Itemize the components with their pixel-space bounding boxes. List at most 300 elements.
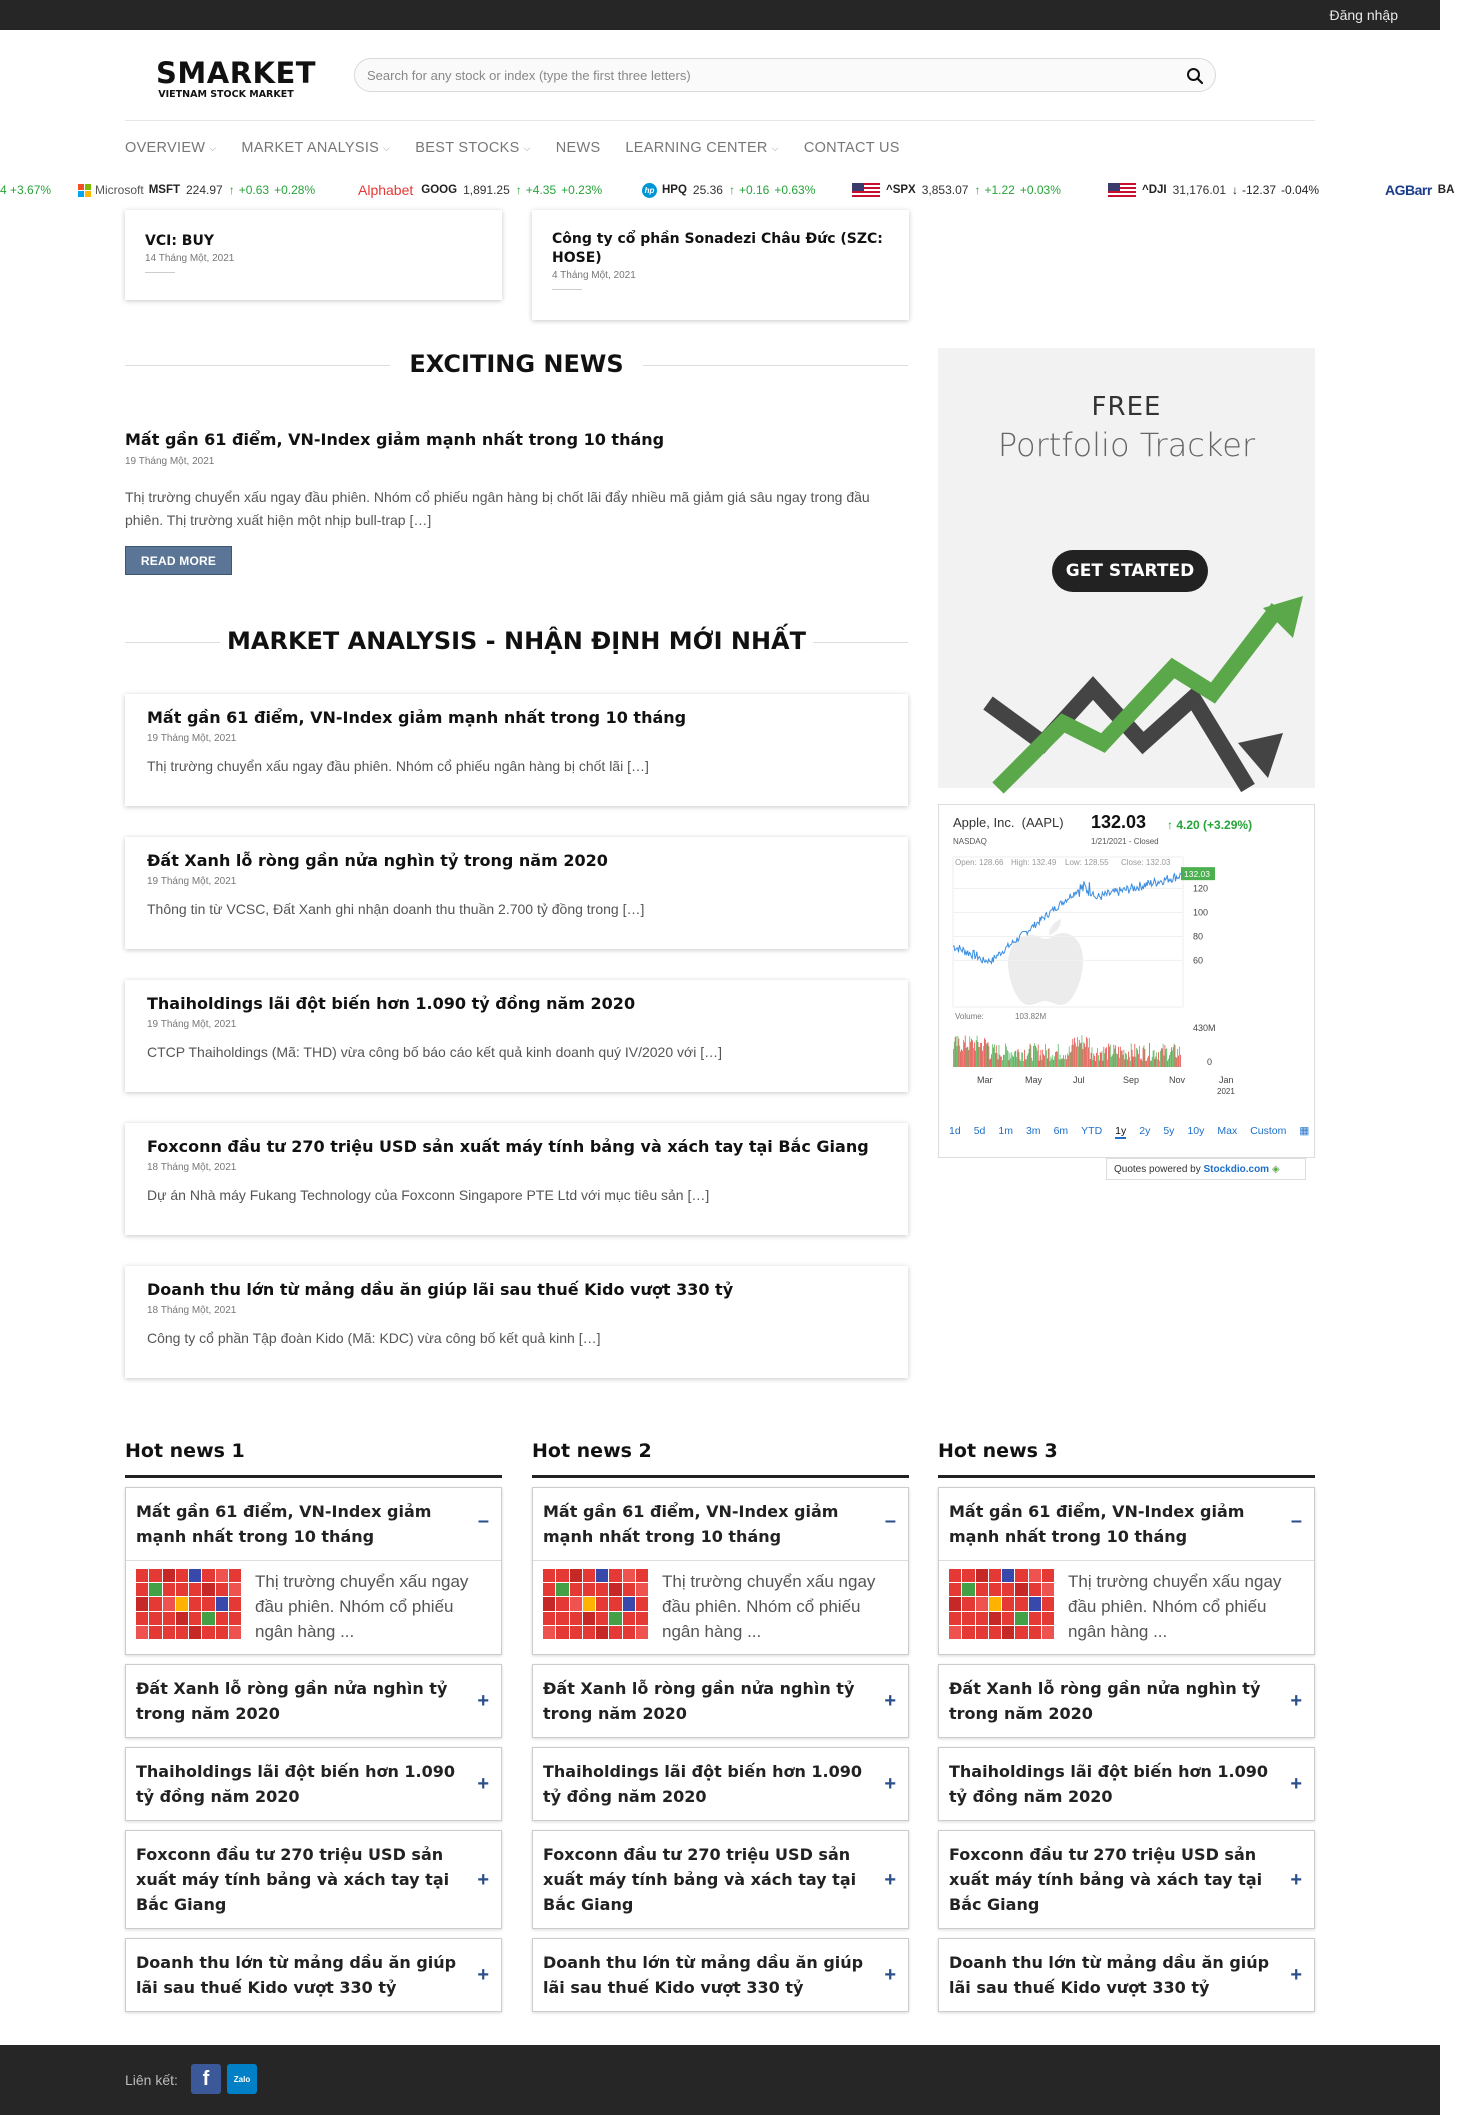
volume-bar xyxy=(1012,1055,1013,1067)
volume-bar xyxy=(999,1045,1000,1067)
volume-bar xyxy=(1168,1059,1169,1067)
accordion-item[interactable] xyxy=(938,1487,1315,1655)
volume-bar xyxy=(1137,1050,1138,1067)
analysis-title[interactable]: Thaiholdings lãi đột biến hơn 1.090 tỷ đồng năm 2020 xyxy=(147,994,636,1013)
range-custom[interactable]: Custom xyxy=(1250,1125,1287,1137)
volume-bar xyxy=(1054,1056,1055,1067)
footer-links-label: Liên kết: xyxy=(125,2072,178,2088)
volume-bar xyxy=(1158,1052,1159,1067)
ticker-change: -12.37 xyxy=(1242,183,1277,197)
volume-bar xyxy=(1092,1047,1093,1067)
volume-bar xyxy=(969,1036,970,1067)
volume-bar xyxy=(1134,1057,1135,1067)
volume-bar xyxy=(1060,1055,1061,1067)
up-arrow-icon: ↑ xyxy=(228,183,235,197)
volume-bar xyxy=(1108,1044,1109,1067)
x-tick-label: Mar xyxy=(977,1075,993,1085)
analysis-card[interactable] xyxy=(125,694,908,806)
accordion-title[interactable]: Doanh thu lớn từ mảng dầu ăn giúp lãi sau thuế Kido vượt 330 tỷ xyxy=(136,1953,457,1997)
volume-bar xyxy=(975,1051,976,1067)
range-1d[interactable]: 1d xyxy=(949,1125,961,1137)
market-heatmap-thumbnail[interactable] xyxy=(136,1569,241,1639)
ticker-symbol: MSFT xyxy=(148,184,180,196)
volume-bar xyxy=(1079,1040,1080,1067)
accordion-title[interactable]: Đất Xanh lỗ ròng gần nửa nghìn tỷ trong năm 2020 xyxy=(136,1679,448,1723)
market-analysis-heading: MARKET ANALYSIS - NHẬN ĐỊNH MỚI NHẤT xyxy=(227,627,806,655)
volume-bar xyxy=(1150,1061,1151,1067)
ticker-change-pct: +0.03% xyxy=(1019,183,1061,197)
accordion-title[interactable]: Doanh thu lớn từ mảng dầu ăn giúp lãi sau thuế Kido vượt 330 tỷ xyxy=(543,1953,864,1997)
ticker-price: 224.97 xyxy=(186,183,223,197)
card-date: 14 Tháng Một, 2021 xyxy=(145,253,235,264)
exciting-news-heading: EXCITING NEWS xyxy=(409,350,624,378)
volume-bar xyxy=(1180,1055,1181,1067)
stock-price: 132.03 xyxy=(1091,812,1147,832)
nav-label: NEWS xyxy=(555,140,601,156)
volume-bar xyxy=(994,1044,995,1067)
volume-bar xyxy=(1001,1057,1002,1067)
volume-bar xyxy=(1155,1056,1156,1067)
down-arrow-icon: ↓ xyxy=(1232,183,1239,197)
accordion-item[interactable] xyxy=(938,1747,1315,1821)
ticker-item-dji[interactable] xyxy=(1108,182,1324,198)
hp-logo-icon: hp xyxy=(642,183,657,198)
up-arrow-icon: ↑ xyxy=(1167,818,1173,832)
volume-bar xyxy=(997,1053,998,1067)
ticker-change-pct: +0.28% xyxy=(274,183,316,197)
accordion-title[interactable]: Đất Xanh lỗ ròng gần nửa nghìn tỷ trong năm 2020 xyxy=(543,1679,855,1723)
x-year-label: 2021 xyxy=(1217,1087,1235,1096)
ohlc-high: High: 132.49 xyxy=(1011,858,1057,867)
volume-bar xyxy=(1101,1053,1102,1067)
accordion-item[interactable] xyxy=(938,1938,1315,2012)
nav-label: LEARNING CENTER xyxy=(625,140,768,156)
volume-bar xyxy=(1051,1057,1052,1067)
analysis-title[interactable]: Mất gần 61 điểm, VN-Index giảm mạnh nhất trong 10 tháng xyxy=(147,708,687,727)
expand-icon[interactable]: + xyxy=(477,1964,489,1986)
volume-bar xyxy=(1132,1050,1133,1067)
nav-item-news[interactable] xyxy=(556,138,601,158)
x-tick-label: Jan xyxy=(1219,1075,1234,1085)
exciting-news-title[interactable]: Mất gần 61 điểm, VN-Index giảm mạnh nhất trong 10 tháng xyxy=(125,430,665,449)
alphabet-logo: Alphabet xyxy=(358,182,414,198)
apple-logo-watermark xyxy=(1008,919,1083,1005)
volume-bar xyxy=(1161,1048,1162,1067)
up-arrow-icon: ↑ xyxy=(974,183,981,197)
logo-name: SMARKET xyxy=(156,56,317,90)
ticker-symbol: GOOG xyxy=(421,184,458,196)
nav-label: CONTACT US xyxy=(803,140,900,156)
volume-bar xyxy=(1068,1055,1069,1067)
search-input[interactable] xyxy=(367,59,1167,91)
accordion-title[interactable]: Mất gần 61 điểm, VN-Index giảm mạnh nhất trong 10 tháng xyxy=(136,1502,432,1546)
logo-tagline: VIETNAM STOCK MARKET xyxy=(158,89,294,100)
volume-bar xyxy=(1148,1056,1149,1067)
volume-bar xyxy=(1076,1047,1077,1068)
site-logo[interactable] xyxy=(156,56,317,100)
range-1y[interactable]: 1y xyxy=(1115,1125,1127,1137)
login-link[interactable]: Đăng nhập xyxy=(1329,7,1398,23)
range-5y[interactable]: 5y xyxy=(1163,1125,1175,1137)
range-5d[interactable]: 5d xyxy=(973,1125,986,1137)
expand-icon[interactable]: + xyxy=(884,1773,896,1795)
expand-icon[interactable]: + xyxy=(1290,1773,1302,1795)
portfolio-tracker-ad[interactable] xyxy=(938,348,1315,788)
volume-bar xyxy=(1032,1061,1033,1067)
expand-icon[interactable]: + xyxy=(1290,1868,1302,1891)
volume-bar xyxy=(1172,1051,1173,1068)
volume-bar xyxy=(1030,1044,1031,1067)
volume-bar xyxy=(1103,1047,1104,1067)
nav-item-overview[interactable] xyxy=(125,138,216,158)
volume-bar xyxy=(1014,1052,1015,1067)
facebook-icon[interactable]: f xyxy=(191,2064,221,2094)
volume-bar xyxy=(962,1051,963,1067)
analysis-excerpt: Công ty cổ phần Tập đoàn Kido (Mã: KDC) vừa công bố kết quả kinh […] xyxy=(147,1330,601,1346)
volume-bar xyxy=(1171,1047,1172,1067)
ticker-change: +4.35 xyxy=(525,183,557,197)
volume-bar xyxy=(956,1036,957,1067)
volume-bar xyxy=(980,1043,981,1067)
accordion-body xyxy=(939,1560,1314,1654)
collapse-icon[interactable]: – xyxy=(884,1510,896,1532)
volume-bar xyxy=(1096,1053,1097,1067)
volume-bar xyxy=(1126,1054,1127,1067)
accordion-title[interactable]: Doanh thu lớn từ mảng dầu ăn giúp lãi sau thuế Kido vượt 330 tỷ xyxy=(949,1953,1270,1997)
volume-bar xyxy=(1179,1047,1180,1067)
volume-bar xyxy=(1153,1051,1154,1067)
accordion-excerpt: Thị trường chuyển xấu ngay đầu phiên. Nhóm cổ phiếu ngân hàng ... xyxy=(255,1572,469,1641)
volume-bar xyxy=(989,1046,990,1067)
accordion-item[interactable] xyxy=(938,1664,1315,1738)
volume-bar xyxy=(1104,1053,1105,1067)
volume-bar xyxy=(982,1051,983,1067)
volume-bar xyxy=(1154,1050,1155,1067)
volume-bar xyxy=(1142,1061,1143,1067)
volume-bar xyxy=(1074,1038,1075,1067)
volume-bar xyxy=(1173,1047,1174,1067)
volume-bar xyxy=(1022,1053,1023,1067)
volume-bar xyxy=(1081,1043,1082,1067)
chevron-down-icon: ⌵ xyxy=(209,142,217,153)
volume-bar xyxy=(1155,1059,1156,1067)
volume-bar xyxy=(1125,1053,1126,1067)
accordion-title[interactable]: Foxconn đầu tư 270 triệu USD sản xuất máy tính bảng và xách tay tại Bắc Giang xyxy=(949,1845,1263,1914)
volume-bar xyxy=(1100,1052,1101,1067)
stock-name: Apple, Inc. (AAPL) xyxy=(953,815,1064,830)
calendar-icon[interactable]: ▦ xyxy=(1299,1125,1310,1137)
volume-bar xyxy=(1145,1049,1146,1067)
volume-bar xyxy=(961,1049,962,1067)
card-date: 4 Tháng Một, 2021 xyxy=(552,270,636,281)
volume-bar xyxy=(1053,1060,1054,1067)
volume-bar xyxy=(1029,1049,1030,1067)
volume-bar xyxy=(1083,1042,1084,1067)
accordion-item[interactable] xyxy=(532,1830,909,1929)
up-arrow-icon: ↑ xyxy=(728,183,735,197)
accordion-title[interactable]: Mất gần 61 điểm, VN-Index giảm mạnh nhất trong 10 tháng xyxy=(543,1502,839,1546)
nav-item-market-analysis[interactable] xyxy=(241,138,390,158)
ticker-item-goog[interactable] xyxy=(358,182,607,198)
volume-bar xyxy=(1040,1055,1041,1067)
volume-bar xyxy=(1056,1051,1057,1067)
read-more-button[interactable]: READ MORE xyxy=(125,546,232,575)
volume-bar xyxy=(1035,1046,1036,1067)
volume-bar xyxy=(1176,1057,1177,1067)
stock-as-of: 1/21/2021 - Closed xyxy=(1091,837,1159,846)
expand-icon[interactable]: + xyxy=(477,1773,489,1795)
expand-icon[interactable]: + xyxy=(477,1690,489,1712)
volume-bar xyxy=(1090,1059,1091,1067)
volume-max-label: 430M xyxy=(1193,1023,1216,1033)
volume-bar xyxy=(1038,1045,1039,1067)
expand-icon[interactable]: + xyxy=(884,1964,896,1986)
volume-bar xyxy=(1088,1047,1089,1067)
volume-bar xyxy=(976,1040,977,1067)
volume-bar xyxy=(1164,1056,1165,1068)
ticker-item-ba[interactable] xyxy=(1385,182,1460,198)
accordion-title[interactable]: Thaiholdings lãi đột biến hơn 1.090 tỷ đồng năm 2020 xyxy=(136,1762,456,1806)
volume-bar xyxy=(1073,1045,1074,1067)
card-title: VCI: BUY xyxy=(145,233,214,249)
volume-bar xyxy=(1120,1047,1121,1067)
accordion-item[interactable] xyxy=(125,1747,502,1821)
volume-bar xyxy=(1004,1055,1005,1067)
analysis-card[interactable] xyxy=(125,837,908,949)
volume-bar xyxy=(986,1044,987,1068)
volume-bar xyxy=(1139,1046,1140,1067)
expand-icon[interactable]: + xyxy=(884,1690,896,1712)
volume-bar xyxy=(1115,1045,1116,1067)
volume-bar xyxy=(964,1042,965,1067)
collapse-icon[interactable]: – xyxy=(1290,1510,1302,1532)
range-6m[interactable]: 6m xyxy=(1053,1125,1069,1137)
range-1m[interactable]: 1m xyxy=(998,1125,1013,1137)
volume-bar xyxy=(1058,1044,1059,1067)
nav-item-learning-center[interactable] xyxy=(625,138,778,158)
ticker-symbol: ^SPX xyxy=(886,184,916,196)
ticker-price: 25.36 xyxy=(692,183,723,197)
agbarr-logo: AGBarr xyxy=(1385,182,1432,198)
chevron-down-icon: ⌵ xyxy=(771,142,779,153)
volume-bar xyxy=(998,1059,999,1067)
range-3m[interactable]: 3m xyxy=(1025,1125,1041,1137)
stockdio-icon: ◈ xyxy=(1271,1164,1280,1175)
volume-bar xyxy=(1134,1044,1135,1067)
volume-bar xyxy=(1078,1046,1079,1067)
analysis-card[interactable] xyxy=(125,1266,908,1378)
ticker-symbol: BA xyxy=(1437,184,1455,196)
accordion-title[interactable]: Mất gần 61 điểm, VN-Index giảm mạnh nhất trong 10 tháng xyxy=(949,1502,1245,1546)
collapse-icon[interactable]: – xyxy=(477,1510,489,1532)
volume-bar xyxy=(981,1043,982,1067)
volume-bar xyxy=(1025,1059,1026,1067)
volume-bar xyxy=(1151,1061,1152,1067)
volume-bar xyxy=(1122,1050,1123,1067)
market-analysis-heading-wrap xyxy=(125,627,908,657)
footer xyxy=(0,2045,1440,2115)
price-chart[interactable] xyxy=(953,855,1301,1131)
expand-icon[interactable]: + xyxy=(1290,1690,1302,1712)
volume-bar xyxy=(1047,1058,1048,1067)
volume-bar xyxy=(1097,1048,1098,1067)
search-icon[interactable] xyxy=(1185,66,1205,86)
volume-bar xyxy=(978,1042,979,1067)
x-tick-label: May xyxy=(1025,1075,1043,1085)
volume-bar xyxy=(971,1039,972,1067)
volume-bar xyxy=(1087,1039,1088,1068)
volume-bar xyxy=(1111,1057,1112,1067)
volume-bar xyxy=(1064,1059,1065,1067)
top-card-vci[interactable] xyxy=(125,210,502,300)
market-heatmap-thumbnail[interactable] xyxy=(543,1569,648,1639)
volume-bar xyxy=(1152,1057,1153,1067)
ticker-change-pct: +0.23% xyxy=(561,183,603,197)
analysis-title[interactable]: Đất Xanh lỗ ròng gần nửa nghìn tỷ trong năm 2020 xyxy=(147,851,608,870)
volume-bar xyxy=(1055,1052,1056,1067)
volume-bar xyxy=(988,1042,989,1067)
range-10y[interactable]: 10y xyxy=(1187,1125,1205,1137)
nav-item-contact-us[interactable] xyxy=(804,138,900,158)
get-started-button[interactable]: GET STARTED xyxy=(1052,550,1208,592)
nav-item-best-stocks[interactable] xyxy=(415,138,530,158)
volume-bar xyxy=(1020,1059,1021,1067)
analysis-date: 19 Tháng Một, 2021 xyxy=(147,876,237,887)
ticker-price: 1,891.25 xyxy=(463,183,510,197)
accordion-title[interactable]: Đất Xanh lỗ ròng gần nửa nghìn tỷ trong năm 2020 xyxy=(949,1679,1261,1723)
volume-bar xyxy=(1138,1054,1139,1067)
volume-bar xyxy=(1086,1037,1087,1067)
stock-ticker xyxy=(0,178,1455,202)
volume-bar xyxy=(1059,1059,1060,1067)
volume-bar xyxy=(1133,1057,1134,1068)
accordion-title[interactable]: Foxconn đầu tư 270 triệu USD sản xuất máy tính bảng và xách tay tại Bắc Giang xyxy=(136,1845,450,1914)
ticker-item-msft[interactable] xyxy=(78,182,320,198)
accordion-excerpt: Thị trường chuyển xấu ngay đầu phiên. Nhóm cổ phiếu ngân hàng ... xyxy=(662,1572,876,1641)
card-divider xyxy=(145,272,175,273)
volume-bar xyxy=(1077,1037,1078,1067)
accordion-item[interactable] xyxy=(125,1487,502,1655)
volume-bar xyxy=(1093,1060,1094,1067)
analysis-date: 18 Tháng Một, 2021 xyxy=(147,1305,237,1316)
x-tick-label: Sep xyxy=(1123,1075,1140,1085)
volume-bar xyxy=(1143,1048,1144,1067)
volume-bar xyxy=(1011,1052,1012,1067)
volume-bar xyxy=(953,1049,954,1067)
volume-bar xyxy=(1170,1052,1171,1067)
range-max[interactable]: Max xyxy=(1217,1125,1238,1137)
volume-bar xyxy=(1045,1044,1046,1067)
accordion-item[interactable] xyxy=(532,1664,909,1738)
analysis-date: 19 Tháng Một, 2021 xyxy=(147,733,237,744)
volume-bar xyxy=(958,1036,959,1067)
volume-bar xyxy=(1121,1051,1122,1067)
expand-icon[interactable]: + xyxy=(884,1868,896,1891)
volume-bar xyxy=(1031,1058,1032,1067)
ticker-change: +1.22 xyxy=(984,183,1015,197)
accordion-item[interactable] xyxy=(938,1830,1315,1929)
accordion-item[interactable] xyxy=(532,1487,909,1655)
range-2y[interactable]: 2y xyxy=(1139,1125,1151,1137)
analysis-card[interactable] xyxy=(125,980,908,1092)
volume-bar xyxy=(1002,1060,1003,1067)
volume-bar xyxy=(1165,1045,1166,1067)
accordion-item[interactable] xyxy=(125,1830,502,1929)
volume-bar xyxy=(1062,1058,1063,1067)
volume-bar xyxy=(1085,1047,1086,1067)
accordion-title[interactable]: Thaiholdings lãi đột biến hơn 1.090 tỷ đồng năm 2020 xyxy=(543,1762,863,1806)
volume-bar xyxy=(1061,1060,1062,1068)
volume-bar xyxy=(1039,1061,1040,1067)
ad-title: Portfolio Tracker xyxy=(997,426,1256,464)
powered-by-link[interactable]: Quotes powered by Stockdio.com ◈ xyxy=(1106,1158,1306,1180)
analysis-title[interactable]: Foxconn đầu tư 270 triệu USD sản xuất máy tính bảng và xách tay tại Bắc Giang xyxy=(147,1137,869,1156)
main-nav xyxy=(125,138,925,158)
volume-bar xyxy=(1007,1050,1008,1067)
nav-label: BEST STOCKS xyxy=(415,140,520,156)
volume-bar xyxy=(1091,1053,1092,1067)
last-price-label: 132.03 xyxy=(1184,869,1210,880)
card-title: Công ty cổ phần Sonadezi Châu Đức (SZC: HOSE) xyxy=(552,231,883,266)
range-ytd[interactable]: YTD xyxy=(1081,1125,1103,1137)
ticker-symbol: ^DJI xyxy=(1142,184,1167,196)
x-tick-label: Nov xyxy=(1169,1075,1186,1085)
volume-bar xyxy=(1093,1054,1094,1067)
volume-bar xyxy=(1009,1060,1010,1067)
analysis-title[interactable]: Doanh thu lớn từ mảng dầu ăn giúp lãi sau thuế Kido vượt 330 tỷ xyxy=(147,1280,734,1299)
accordion-item[interactable] xyxy=(125,1938,502,2012)
volume-bar xyxy=(979,1047,980,1067)
top-card-szc[interactable] xyxy=(532,210,909,320)
volume-bar xyxy=(1050,1061,1051,1067)
accordion-title[interactable]: Thaiholdings lãi đột biến hơn 1.090 tỷ đồng năm 2020 xyxy=(949,1762,1269,1806)
volume-bar xyxy=(983,1046,984,1067)
volume-bar xyxy=(1052,1059,1053,1067)
ticker-item-hpq[interactable] xyxy=(642,182,820,198)
accordion-title[interactable]: Foxconn đầu tư 270 triệu USD sản xuất máy tính bảng và xách tay tại Bắc Giang xyxy=(543,1845,857,1914)
volume-bar xyxy=(1028,1053,1029,1067)
volume-bar xyxy=(979,1047,980,1067)
market-heatmap-thumbnail[interactable] xyxy=(949,1569,1054,1639)
zalo-icon[interactable]: Zalo xyxy=(227,2064,257,2094)
analysis-date: 18 Tháng Một, 2021 xyxy=(147,1162,237,1173)
volume-bar xyxy=(1110,1044,1111,1067)
hot-news-column-3 xyxy=(938,1440,1315,2012)
x-tick-label: Jul xyxy=(1073,1075,1085,1085)
volume-bar xyxy=(1016,1057,1017,1067)
accordion-item[interactable] xyxy=(532,1938,909,2012)
accordion-item[interactable] xyxy=(125,1664,502,1738)
volume-bar xyxy=(1003,1055,1004,1067)
volume-bar xyxy=(1023,1061,1024,1067)
volume-bar xyxy=(1094,1056,1095,1067)
ticker-logo-text: Microsoft xyxy=(95,183,144,197)
range-selector xyxy=(949,1125,1322,1139)
analysis-card[interactable] xyxy=(125,1123,908,1235)
volume-bar xyxy=(1116,1054,1117,1068)
accordion-item[interactable] xyxy=(532,1747,909,1821)
volume-bar xyxy=(1144,1045,1145,1067)
volume-bar xyxy=(1159,1061,1160,1068)
volume-bar xyxy=(960,1051,961,1067)
ticker-item-partial[interactable] xyxy=(0,182,51,198)
ticker-item-spx[interactable] xyxy=(852,182,1066,198)
expand-icon[interactable]: + xyxy=(477,1868,489,1891)
ohlc-low: Low: 128.55 xyxy=(1065,858,1109,867)
expand-icon[interactable]: + xyxy=(1290,1964,1302,1986)
volume-bar xyxy=(990,1059,991,1068)
volume-bar xyxy=(1080,1043,1081,1067)
